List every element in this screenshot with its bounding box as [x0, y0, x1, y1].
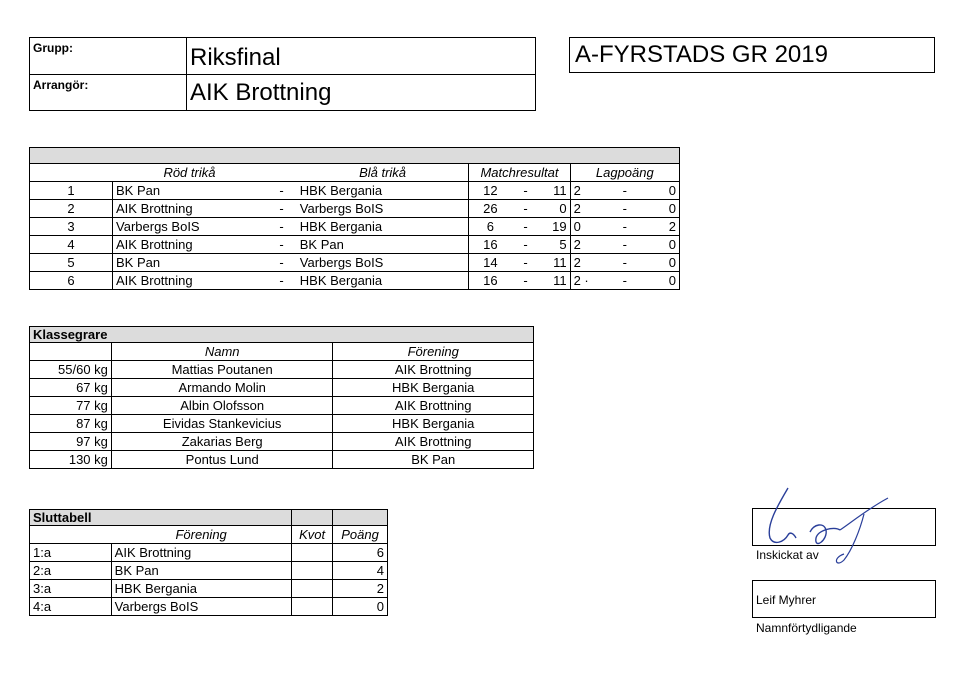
header-slut-points: Poäng [333, 526, 388, 544]
table-row: 2 AIK Brottning - Varbergs BoIS 26 - 0 2 - 0 [30, 200, 680, 218]
table-row: 77 kg Albin Olofsson AIK Brottning [30, 397, 534, 415]
header-red: Röd trikå [113, 164, 267, 182]
name-label: Namnförtydligande [756, 621, 857, 635]
table-row: 3 Varbergs BoIS - HBK Bergania 6 - 19 0 - 2 [30, 218, 680, 236]
grupp-label: Grupp: [33, 41, 73, 55]
header-points: Lagpoäng [570, 164, 679, 182]
header-kvot: Kvot [292, 526, 333, 544]
klassegrare-title: Klassegrare [30, 327, 534, 343]
grupp-value: Riksfinal [190, 44, 281, 71]
arrangor-value: AIK Brottning [190, 79, 332, 106]
matches-header-row [30, 164, 680, 182]
header-name: Namn [111, 343, 333, 361]
table-row: 1:a AIK Brottning 6 [30, 544, 388, 562]
table-row: 97 kg Zakarias Berg AIK Brottning [30, 433, 534, 451]
table-row: 1 BK Pan - HBK Bergania 12 - 11 2 - 0 [30, 182, 680, 200]
table-row: 4 AIK Brottning - BK Pan 16 - 5 2 - 0 [30, 236, 680, 254]
header-slut-club: Förening [111, 526, 291, 544]
matches-table [29, 147, 680, 290]
table-row: 87 kg Eividas Stankevicius HBK Bergania [30, 415, 534, 433]
header-blue: Blå trikå [297, 164, 469, 182]
klassegrare-header-row [30, 343, 534, 361]
header-club: Förening [333, 343, 534, 361]
header-block [29, 37, 536, 111]
signer-name: Leif Myhrer [756, 593, 817, 607]
klassegrare-table [29, 326, 534, 469]
sluttabell-header-row [30, 526, 388, 544]
table-row: 67 kg Armando Molin HBK Bergania [30, 379, 534, 397]
table-row: 4:a Varbergs BoIS 0 [30, 598, 388, 616]
page-title: A-FYRSTADS GR 2019 [575, 41, 828, 68]
arrangor-label: Arrangör: [33, 78, 89, 92]
table-row: 5 BK Pan - Varbergs BoIS 14 - 11 2 - 0 [30, 254, 680, 272]
table-row: 6 AIK Brottning - HBK Bergania 16 - 11 2 · - 0 [30, 272, 680, 290]
table-row: 55/60 kg Mattias Poutanen AIK Brottning [30, 361, 534, 379]
table-row: 3:a HBK Bergania 2 [30, 580, 388, 598]
sluttabell-title: Sluttabell [30, 510, 292, 526]
sluttabell-table [29, 509, 388, 616]
table-row: 2:a BK Pan 4 [30, 562, 388, 580]
inskickat-label: Inskickat av [756, 548, 819, 562]
matches-shade-row [30, 148, 680, 164]
table-row: 130 kg Pontus Lund BK Pan [30, 451, 534, 469]
page-title-box [569, 37, 935, 73]
header-result: Matchresultat [469, 164, 570, 182]
